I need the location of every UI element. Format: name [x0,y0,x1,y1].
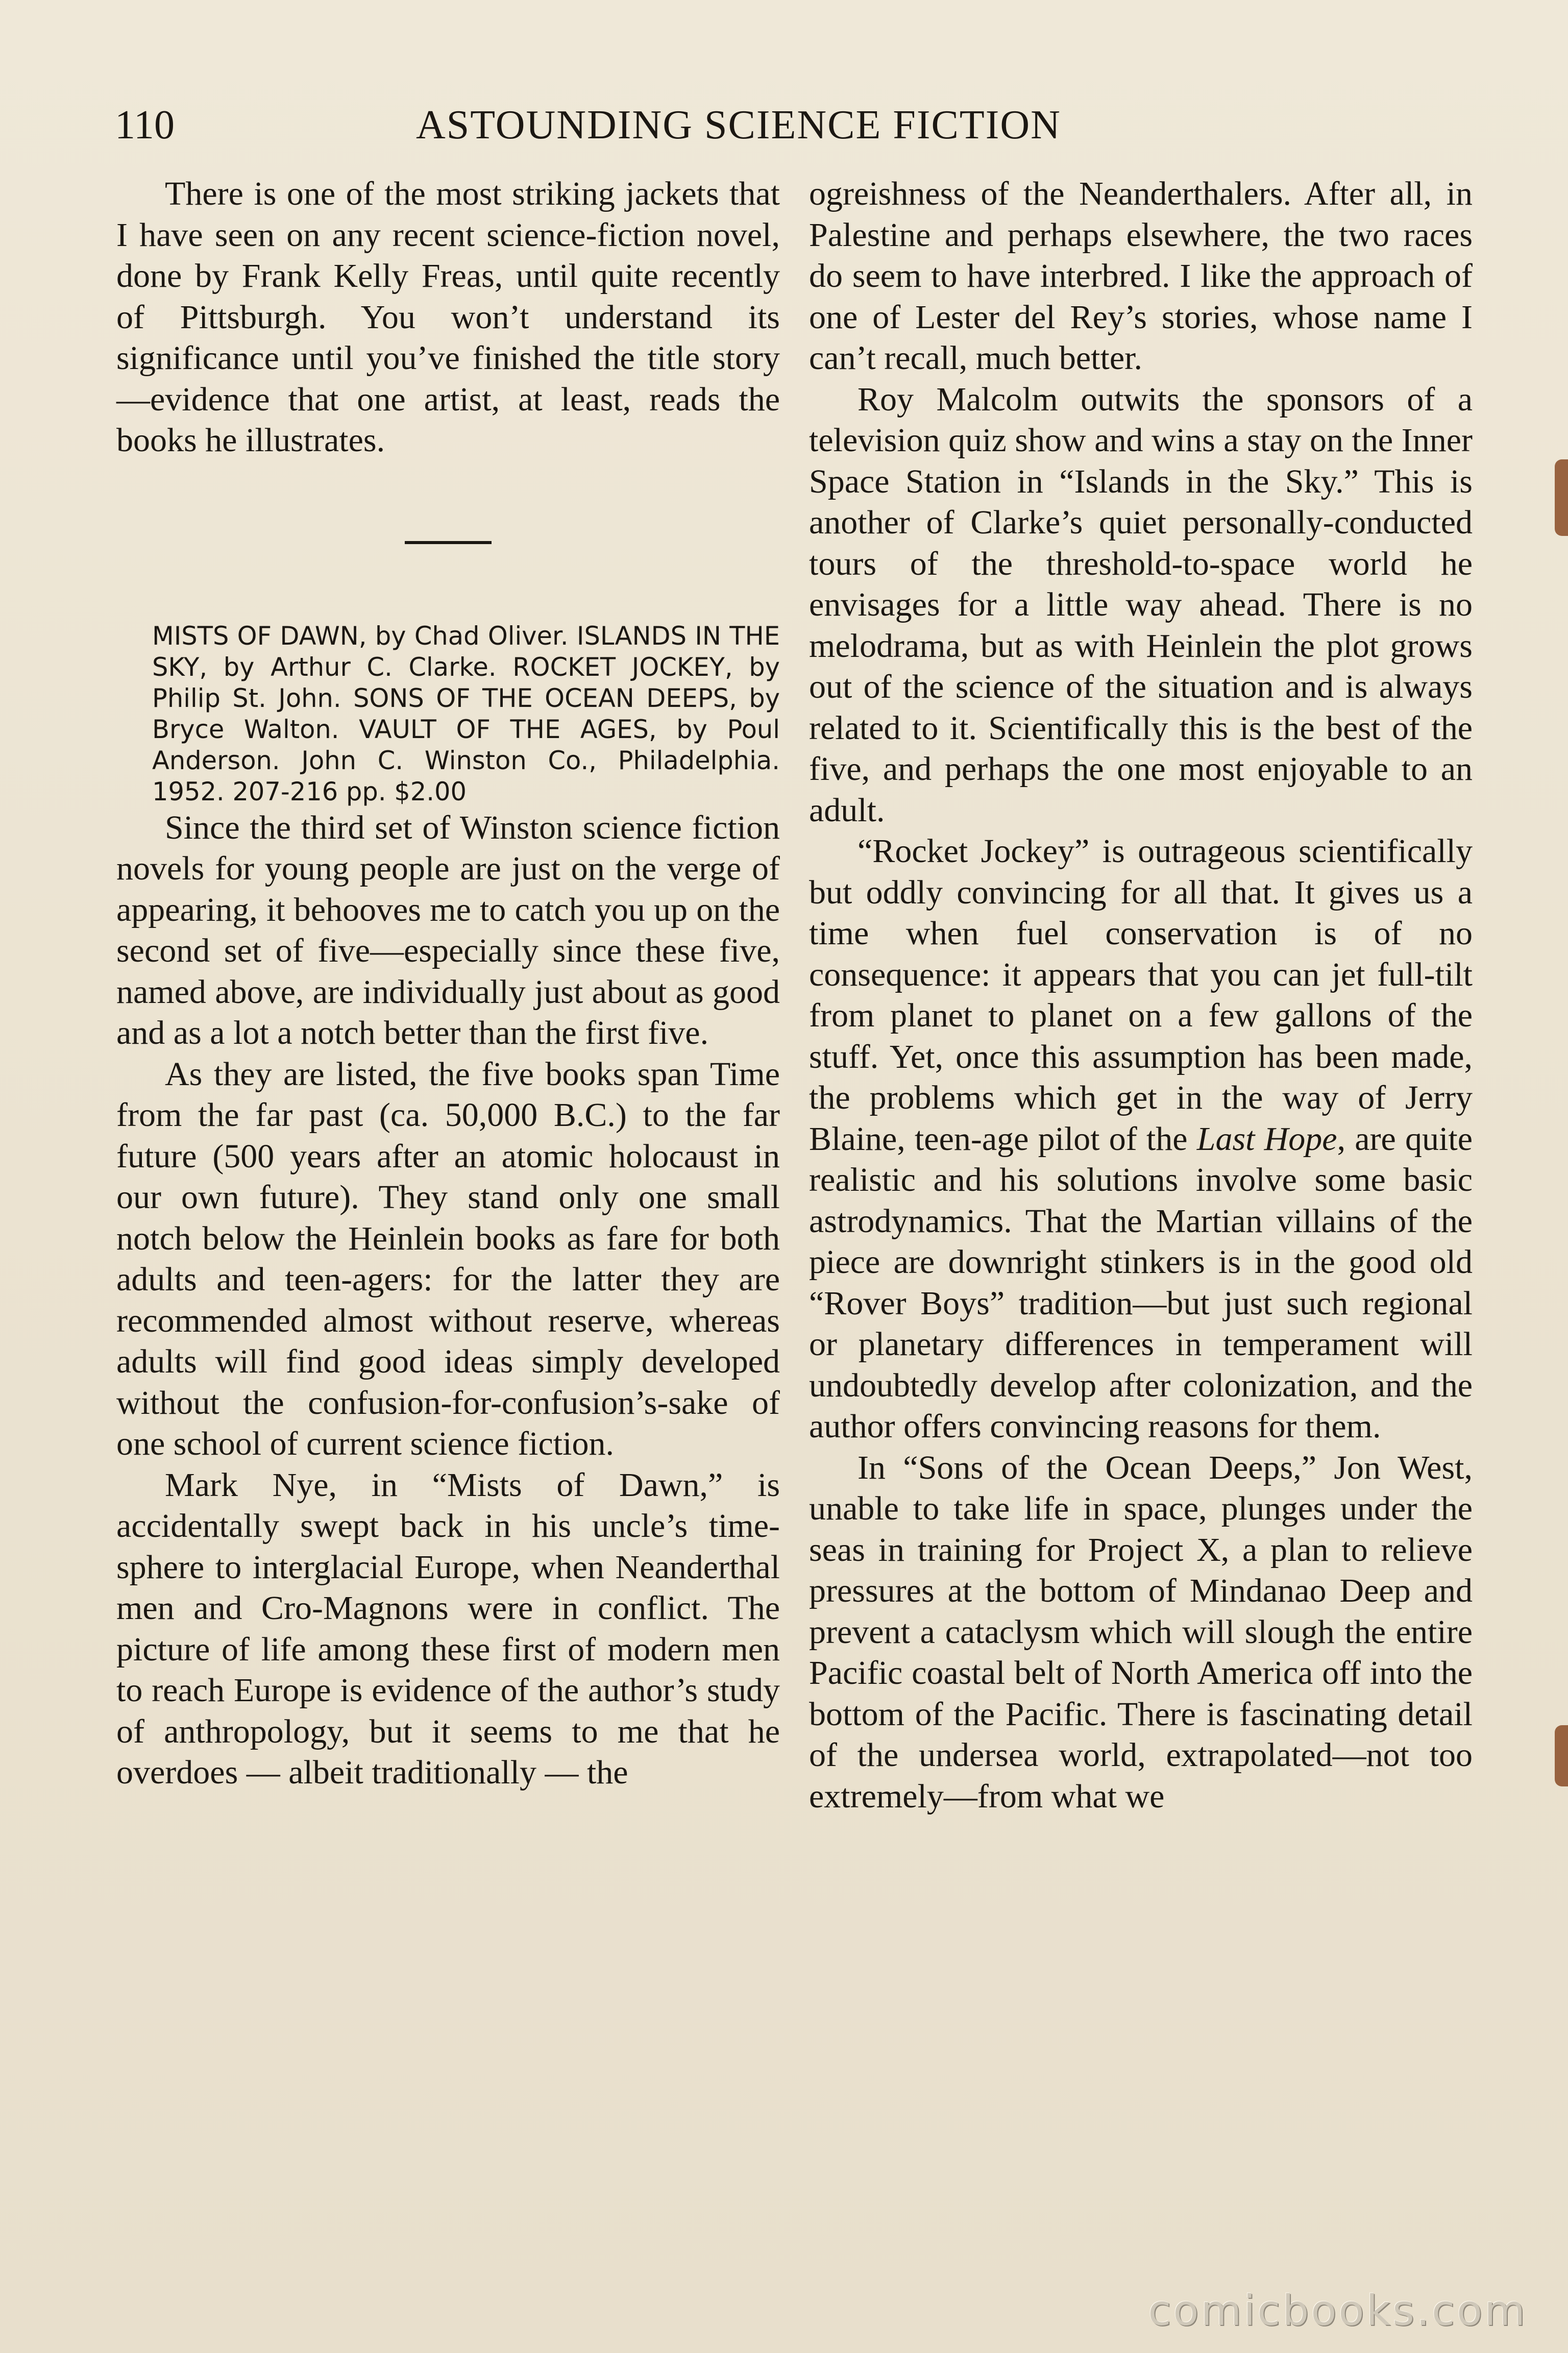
paragraph-five-books: As they are listed, the five books span Time from the far past (ca. 50,000 B.C.) to the far future (500 years after an atomic holocaust in our own future). They stand only one small notch below the Heinlein books as fare for both adults and teen-agers: for the latter they are recommended almost without reserve, whereas adults will find good ideas simply developed without the confusion-for-confusion’s-sake of one school of current science fiction. [116,1055,780,1462]
running-head: ASTOUNDING SCIENCE FICTION [416,103,1061,148]
left-column [116,174,780,1794]
book-listing: MISTS OF DAWN, by Chad Oliver. ISLANDS IN THE SKY, by Arthur C. Clarke. ROCKET JOCKEY, by Philip St. John. SONS OF THE OCEAN DEEPS, by Bryce Walton. VAULT OF THE AGES, by Poul Anderson. John C. Winston Co., Philadelphia. 1952. 207-216 pp. $2.00 [152,621,780,806]
page-stain-mark [1555,1725,1568,1786]
watermark-logo: comicbooks.com [1148,2287,1527,2335]
page-number: 110 [115,103,175,148]
paragraph-neanderthalers: ogreishness of the Neanderthalers. After all, in Palestine and perhaps elsewhere, the two races do seem to have interbred. I like the approach of one of Lester del Rey’s stories, whose name I can’t recall, much better. [809,175,1473,377]
paragraph-sons-of-the-ocean-deeps: In “Sons of the Ocean Deeps,” Jon West, unable to take life in space, plunges under the seas in training for Project X, a plan to relieve pressures at the bottom of Mindanao Deep and prevent a cataclysm which will slough the entire Pacific coastal belt of North America off into the bottom of the Pacific. There is fascinating detail of the undersea world, extrapolated—not too extremely—from what we [809,1449,1473,1815]
last-hope-title: Last Hope [1196,1120,1337,1158]
rocket-jockey-text-b: , are quite realistic and his solutions involve some basic astrodynamics. That the Martian villains of the piece are downright stinkers is in the good old “Rover Boys” tradition—but just such regional or planetary differences in temperament will undoubtedly develop after colonization, and the author offers convincing reasons for them. [809,1120,1473,1445]
paragraph-rocket-jockey [809,831,1473,1448]
section-divider-rule [405,541,492,544]
paragraph-winston-intro: Since the third set of Winston science fiction novels for young people are just on the verge of appearing, it behooves me to catch you up on the second set of five—especially since these five, named above, are individually just about as good and as a lot a notch better than the first five. [116,808,780,1051]
page-stain-mark [1555,459,1568,536]
right-column [809,174,1473,1817]
page-header [115,97,1462,153]
rocket-jockey-text-a: “Rocket Jockey” is outrageous scientifically but oddly convincing for all that. It gives us a time when fuel conservation is of no consequence: it appears that you can jet full-tilt from planet to planet on a few gallons of the stuff. Yet, once this assumption has been made, the problems which get in the way of Jerry Blaine, teen-age pilot of the [809,832,1473,1158]
paragraph-mists-of-dawn: Mark Nye, in “Mists of Dawn,” is accidentally swept back in his uncle’s time-sphere to interglacial Europe, when Neanderthal men and Cro-Magnons were in conflict. The picture of life among these first of modern men to reach Europe is evidence of the author’s study of anthropology, but it seems to me that he overdoes — albeit traditionally — the [116,1466,780,1791]
paragraph-jacket-art: There is one of the most striking jackets that I have seen on any recent science-fiction novel, done by Frank Kelly Freas, until quite recently of Pittsburgh. You won’t understand its significance until you’ve finished the title story—evidence that one artist, at least, reads the books he illustrates. [116,175,780,459]
paragraph-islands-in-the-sky: Roy Malcolm outwits the sponsors of a television quiz show and wins a stay on the Inner Space Station in “Islands in the Sky.” This is another of Clarke’s quiet personally-conducted tours of the threshold-to-space world he envisages for a little way ahead. There is no melodrama, but as with Heinlein the plot grows out of the science of the situation and is always related to it. Scientifically this is the best of the five, and perhaps the one most enjoyable to an adult. [809,380,1473,829]
